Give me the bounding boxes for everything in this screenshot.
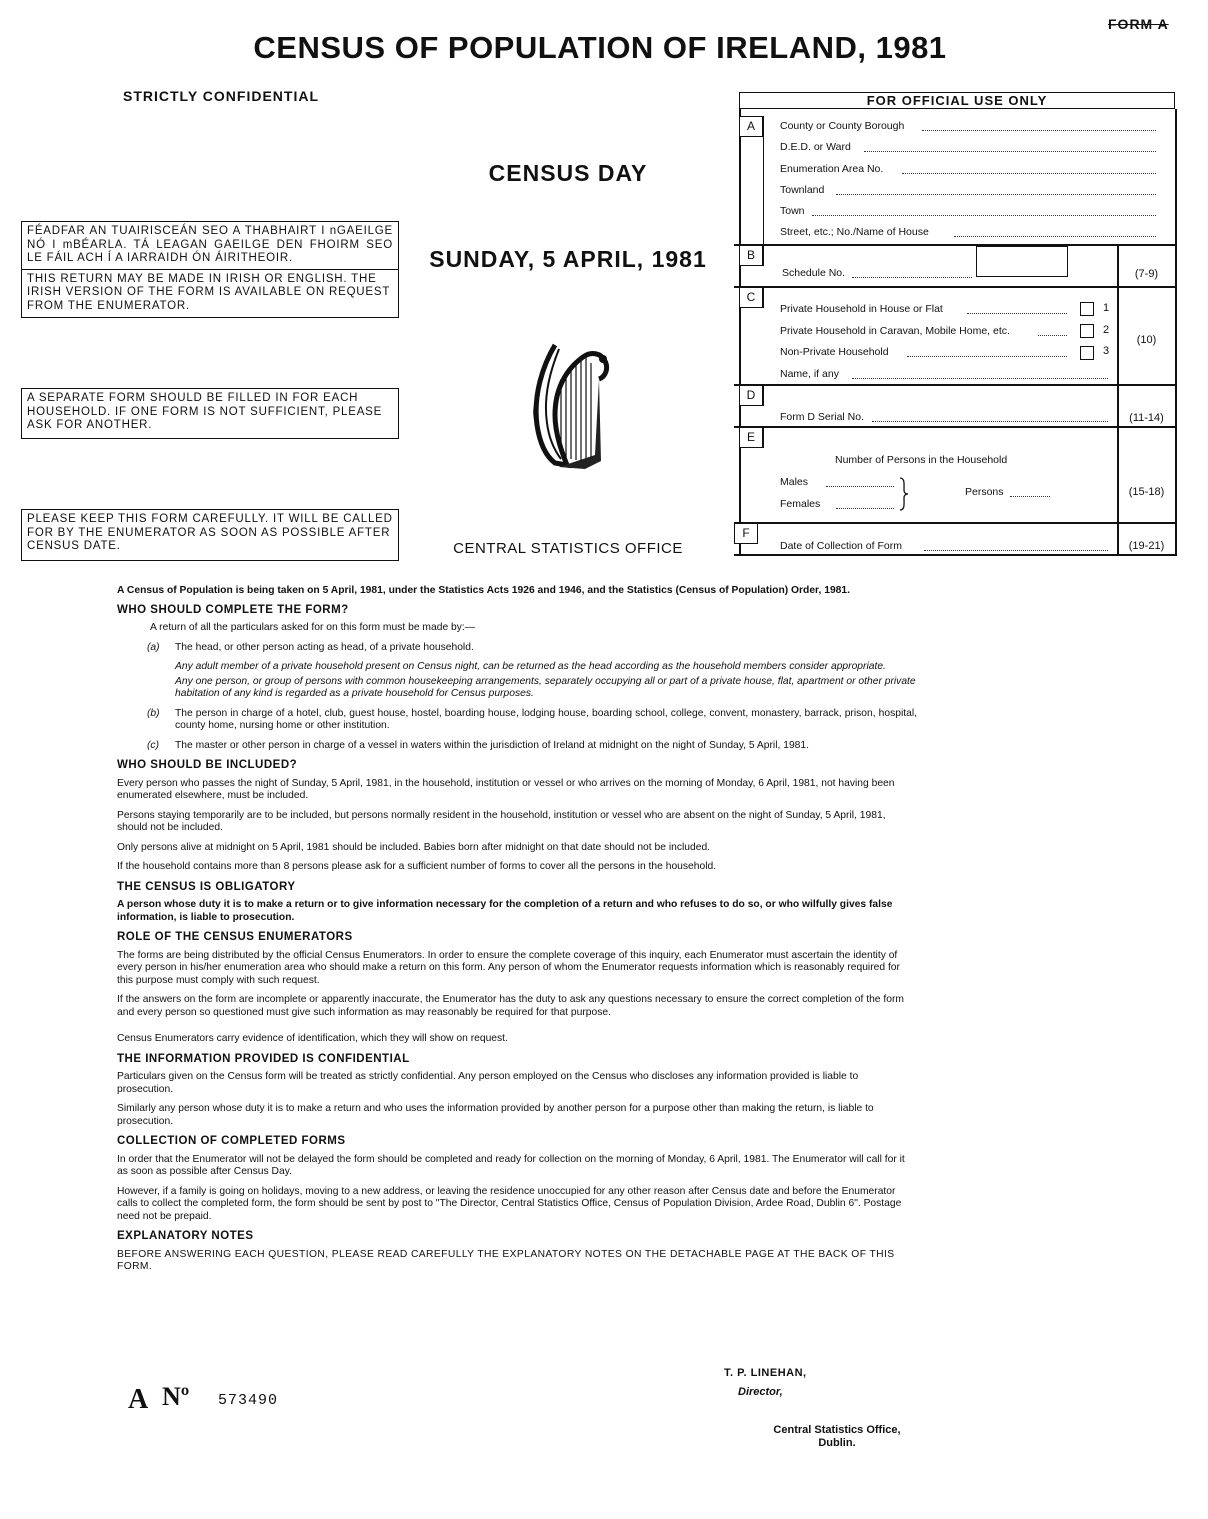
name-if-any-line[interactable] — [852, 378, 1108, 379]
official-use-panel: FOR OFFICIAL USE ONLY A County or County Borough D.E.D. or Ward Enumeration Area No. Townland Town Street, etc.; No./Name of House B Schedule No. (7-9) C Private Household in House or Flat 1 Private Household in Caravan, Mobile Home, etc. 2 Non-Private Household 3 Name, if any (10) D Form D Serial No. (11-14) E Number of Persons in the Household Males Females Persons (15-18) F Date of Collection of Form (19-21) — [734, 92, 1177, 557]
collection-date-code: (19-21) — [1128, 540, 1165, 552]
field-street-line[interactable] — [954, 236, 1156, 237]
option-non-private-label: Non-Private Household — [780, 346, 889, 358]
office-address: Central Statistics Office, Dublin. — [773, 1424, 901, 1449]
list-item: (b) The person in charge of a hotel, club, guest house, hostel, boarding house, lodging house, boarding school, college, convent, monastery, barrack, prison, hospital, county home, nursing home or other institution. — [147, 707, 917, 731]
section-e-marker: E — [739, 427, 763, 448]
field-town-label: Town — [780, 205, 805, 217]
persons-code: (15-18) — [1128, 486, 1165, 498]
persons-label: Persons — [965, 486, 1004, 498]
english-notice: THIS RETURN MAY BE MADE IN IRISH OR ENGLISH. THE IRISH VERSION OF THE FORM IS AVAILABLE ON REQUEST FROM THE ENUMERATOR. — [22, 269, 398, 317]
separate-form-notice: A SEPARATE FORM SHOULD BE FILLED IN FOR EACH HOUSEHOLD. IF ONE FORM IS NOT SUFFICIENT, PLEASE ASK FOR ANOTHER. — [21, 388, 399, 439]
section-d-marker: D — [739, 385, 763, 406]
option-caravan-label: Private Household in Caravan, Mobile Home, etc. — [780, 325, 1010, 337]
heading-confidential: THE INFORMATION PROVIDED IS CONFIDENTIAL — [117, 1052, 410, 1065]
intro-paragraph: A Census of Population is being taken on 5 April, 1981, under the Statistics Acts 1926 and 1946, and the Statistics (Census of Population) Order, 1981. — [117, 585, 850, 596]
males-label: Males — [780, 476, 809, 488]
name-if-any-label: Name, if any — [780, 368, 839, 380]
irish-notice: FÉADFAR AN TUAIRISCEÁN SEO A THABHAIRT I nGAEILGE NÓ I mBÉARLA. TÁ LEAGAN GAEILGE DEN FHOIRM SEO LE FÁIL ACH Í A IARRAIDH ÓN ÁIRITHEOIR. — [27, 225, 393, 264]
section-c-marker: C — [739, 287, 763, 308]
persons-heading: Number of Persons in the Household — [835, 454, 1008, 466]
form-code-mark: FORM A — [1108, 16, 1169, 32]
list-item: (c) The master or other person in charge of a vessel in waters within the jurisdiction of Ireland at midnight on the night of Sunday, 5 April, 1981. — [147, 739, 809, 751]
collection-date-line[interactable] — [924, 550, 1108, 551]
form-d-code: (11-14) — [1129, 412, 1164, 424]
harp-emblem-icon — [525, 335, 611, 470]
form-d-serial-line[interactable] — [872, 421, 1108, 422]
confidential-label: STRICTLY CONFIDENTIAL — [123, 88, 320, 104]
field-townland-label: Townland — [780, 184, 825, 196]
option-house-flat-label: Private Household in House or Flat — [780, 303, 943, 315]
keep-form-notice: PLEASE KEEP THIS FORM CAREFULLY. IT WILL BE CALLED FOR BY THE ENUMERATOR AS SOON AS POSSIBLE AFTER CENSUS DATE. — [21, 509, 399, 561]
females-line[interactable] — [836, 508, 894, 509]
field-street-label: Street, etc.; No./Name of House — [780, 226, 929, 238]
section-b-marker: B — [739, 245, 763, 266]
household-type-code: (10) — [1136, 334, 1157, 346]
field-enum-area-line[interactable] — [902, 173, 1156, 174]
official-use-title: FOR OFFICIAL USE ONLY — [739, 92, 1175, 109]
heading-included: WHO SHOULD BE INCLUDED? — [117, 759, 298, 771]
section-f-marker: F — [734, 523, 758, 544]
field-county-line[interactable] — [922, 130, 1156, 131]
field-town-line[interactable] — [812, 215, 1156, 216]
collection-date-label: Date of Collection of Form — [780, 540, 902, 552]
heading-obligatory: THE CENSUS IS OBLIGATORY — [117, 880, 296, 893]
brace-icon — [898, 476, 910, 512]
section-a-marker: A — [739, 116, 763, 137]
field-townland-line[interactable] — [836, 194, 1156, 195]
list-item: (a) The head, or other person acting as head, of a private household. — [147, 641, 474, 653]
serial-letter: A — [128, 1384, 149, 1415]
field-ded-line[interactable] — [864, 151, 1156, 152]
field-county-label: County or County Borough — [780, 120, 905, 132]
heading-collection: COLLECTION OF COMPLETED FORMS — [117, 1135, 346, 1147]
census-day-label: CENSUS DAY — [488, 160, 648, 186]
checkbox-caravan[interactable] — [1080, 324, 1094, 338]
serial-number: 573490 — [218, 1392, 279, 1409]
heading-role: ROLE OF THE CENSUS ENUMERATORS — [117, 931, 353, 943]
page-title: CENSUS OF POPULATION OF IRELAND, 1981 — [253, 30, 947, 65]
heading-notes: EXPLANATORY NOTES — [117, 1230, 254, 1242]
schedule-label: Schedule No. — [782, 267, 846, 279]
director-title: Director, — [738, 1386, 783, 1398]
checkbox-non-private[interactable] — [1080, 346, 1094, 360]
schedule-code: (7-9) — [1134, 268, 1159, 280]
instructions-body: A Census of Population is being taken on 5 April, 1981, under the Statistics Acts 1926 and 1946, and the Statistics (Census of Population) Order, 1981. WHO SHOULD COMPLETE THE FORM? A return of all the particulars asked for on this form must be made by:— (a) The head, or other person acting as head, of a private household. Any adult member of a private household present on Census night, can be returned as the head according as the household members consider appropriate. Any one person, or group of persons with common housekeeping arrangements, separately occupying all or part of a private house, flat, apartment or other private habitation of any kind is regarded as a private household for Census purposes. (b) The person in charge of a hotel, club, guest house, hostel, boarding house, lodging house, boarding school, college, convent, monastery, barrack, prison, hospital, county home, nursing home or other institution. (c) The master or other person in charge of a vessel in waters within the jurisdiction of Ireland at midnight on the night of Sunday, 5 April, 1981. WHO SHOULD BE INCLUDED? Every person who passes the night of Sunday, 5 April, 1981, in the household, institution or vessel or who arrives on the morning of Monday, 6 April, 1981, not having been enumerated elsewhere, must be included. Persons staying temporarily are to be included, but persons normally resident in the household, institution or vessel who are absent on the night of Sunday, 5 April, 1981, should not be included. Only persons alive at midnight on 5 April, 1981 should be included. Babies born after midnight on that date should not be included. If the household contains more than 8 persons please ask for a sufficient number of forms to cover all the persons in the household. THE CENSUS IS OBLIGATORY A person whose duty it is to make a return or to give information necessary for the completion of a return and who refuses to do so, or who wilfully gives false information, is liable to prosecution. ROLE OF THE CENSUS ENUMERATORS The forms are being distributed by the official Census Enumerators. In order to ensure the complete coverage of this inquiry, each Enumerator must ascertain the identity of every person in his/her enumeration area who should make a return on this form. Any person of whom the Enumerator requests information which is reasonably required for this purpose must comply with such request. If the answers on the form are incomplete or apparently inaccurate, the Enumerator has the duty to ask any questions necessary to ensure the correct completion of the form and every person so questioned must give such information as may reasonably be required for that purpose. Census Enumerators carry evidence of identification, which they will show on request. THE INFORMATION PROVIDED IS CONFIDENTIAL Particulars given on the Census form will be treated as strictly confidential. Any person employed on the Census who discloses any information provided is liable to prosecution. Similarly any person whose duty it is to make a return and who uses the information provided by another person for a purpose other than making the return, is liable to prosecution. COLLECTION OF COMPLETED FORMS In order that the Enumerator will not be delayed the form should be completed and ready for collection on the morning of Monday, 6 April, 1981. The Enumerator will call for it as soon as possible after Census Day. However, if a family is going on holidays, moving to a new address, or leaving the residence unoccupied for any other reason after Census date and before the Enumerator calls to collect the completed form, the form should be sent by post to "The Director, Central Statistics Office, Census of Population Division, Ardee Road, Dublin 6". Postage need not be prepaid. EXPLANATORY NOTES BEFORE ANSWERING EACH QUESTION, PLEASE READ CAREFULLY THE EXPLANATORY NOTES ON THE DETACHABLE PAGE AT THE BACK OF THIS FORM. — [117, 585, 917, 1272]
field-enum-area-label: Enumeration Area No. — [780, 163, 884, 175]
form-d-serial-label: Form D Serial No. — [780, 411, 865, 423]
checkbox-house-flat[interactable] — [1080, 302, 1094, 316]
director-name: T. P. LINEHAN, — [724, 1367, 807, 1379]
office-name: CENTRAL STATISTICS OFFICE — [453, 540, 683, 557]
females-label: Females — [780, 498, 821, 510]
serial-no-mark: Nº — [162, 1382, 190, 1411]
schedule-number-box[interactable] — [976, 246, 1068, 277]
field-ded-label: D.E.D. or Ward — [780, 141, 851, 153]
heading-who-complete: WHO SHOULD COMPLETE THE FORM? — [117, 603, 349, 616]
census-date: SUNDAY, 5 APRIL, 1981 — [429, 246, 707, 272]
persons-line[interactable] — [1010, 496, 1050, 497]
language-notice-box — [21, 221, 399, 318]
males-line[interactable] — [826, 486, 894, 487]
